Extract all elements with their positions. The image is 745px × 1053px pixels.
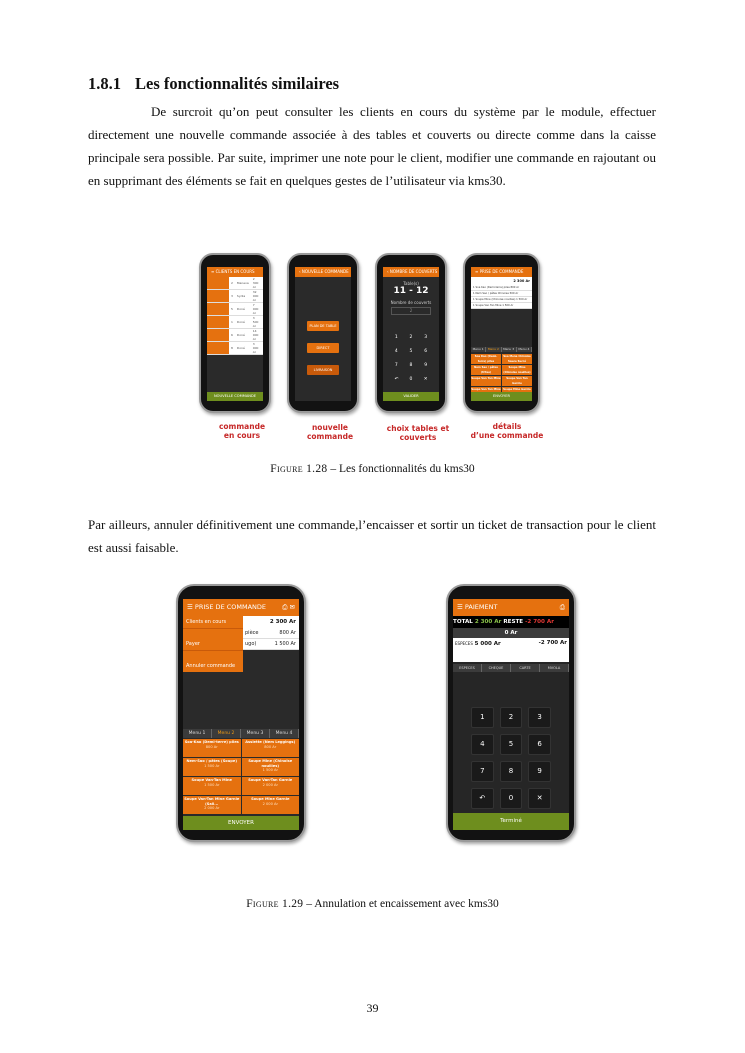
figure-label: Figure 1.28 — [270, 463, 328, 475]
table-cell: 14 000 Ar — [251, 329, 263, 342]
phone-prise-de-commande — [463, 253, 540, 413]
key-2[interactable]: 2 — [409, 335, 413, 340]
key-1[interactable]: 1 — [394, 335, 398, 340]
table-cell: Doné — [235, 342, 251, 355]
section-title: Les fonctionnalités similaires — [135, 74, 340, 93]
table-cell: 3 500 Ar — [251, 316, 263, 329]
menu-item[interactable] — [183, 739, 241, 757]
table-cell: 1 — [229, 316, 235, 329]
row-color — [207, 316, 229, 329]
done-button[interactable]: Terminé — [453, 813, 569, 830]
phone-nouvelle-commande — [287, 253, 359, 413]
key-7[interactable]: 7 — [471, 761, 494, 782]
caption-text: – Annulation et encaissement avec kms30 — [303, 898, 499, 910]
total-label: TOTAL — [453, 619, 473, 625]
tab-menu-3[interactable]: Menu 3 — [241, 729, 270, 738]
mode-cheque[interactable]: CHEQUE — [482, 664, 511, 672]
order-line[interactable]: 1 Nem Sao / pâtes Chinoise 500 Ar — [471, 291, 532, 297]
key-6[interactable]: 6 — [528, 734, 551, 755]
line-label: ugo) — [245, 641, 257, 647]
item-price: 1 500 Ar — [183, 783, 241, 788]
item-price: 800 Ar — [242, 745, 300, 750]
covers-label: Nombre de couverts — [390, 300, 432, 305]
item-price: 1 500 Ar — [242, 768, 300, 773]
line-price: 1 500 Ar — [274, 641, 296, 647]
menu-items — [183, 739, 299, 814]
table-cell: Maneva — [235, 277, 251, 290]
menu-item[interactable] — [183, 758, 241, 776]
menu-item[interactable] — [242, 796, 300, 814]
table-cell: 3 000 Ar — [251, 342, 263, 355]
item-price: 2 000 Ar — [183, 806, 241, 811]
key-5[interactable]: 5 — [500, 734, 523, 755]
tab-menu-2[interactable]: Menu 2 — [486, 347, 501, 352]
menu-spacer — [183, 651, 243, 660]
app-header: ☰ PRISE DE COMMANDE ⎙ ✉ — [183, 599, 299, 616]
item-name: Soupe Van-Tan Mine Garnie (Sali... — [184, 797, 240, 806]
especes-value: 5 000 Ar — [474, 641, 501, 647]
validate-button[interactable]: VALIDER — [383, 392, 439, 401]
header-title: PRISE DE COMMANDE — [194, 603, 267, 611]
header-title: PAIEMENT — [464, 603, 498, 611]
key-↶[interactable]: ↶ — [394, 377, 399, 382]
key-3[interactable]: 3 — [528, 707, 551, 728]
menu-item[interactable]: Soupe Van Tan Garnie — [502, 376, 532, 386]
item-name: Soupe Mine (Chinoise nouilles) — [242, 759, 300, 768]
menu-annuler-commande[interactable]: Annuler commande — [183, 660, 243, 672]
paragraph-1: De surcroit qu’on peut consulter les clients en cours du système par le module, effectuer directement une nouvelle commande associée à des tables et couverts ou directe comme dans la caisse principale sera possible. Par suite, imprimer une note pour le client, modifier une commande en rajoutant ou en supprimant des éléments se fait en quelques gestes de l’utilisateur via kms30. — [88, 104, 656, 188]
order-total: 2 300 Ar — [471, 277, 532, 285]
reste-value: -2 700 Ar — [525, 619, 554, 625]
phone-screen — [183, 599, 299, 830]
row-color — [207, 329, 229, 342]
blank-area — [453, 649, 569, 662]
send-button[interactable]: ENVOYER — [183, 816, 299, 830]
paragraph-2: Par ailleurs, annuler définitivement une commande,l’encaisser et sortir un ticket de transaction pour le client est aussi faisable. — [88, 517, 656, 555]
key-1[interactable]: 1 — [471, 707, 494, 728]
livraison-button[interactable]: LIVRAISON — [307, 365, 339, 375]
figure-1-28-caption — [0, 463, 745, 475]
entered-amount: 0 Ar — [453, 628, 569, 638]
phone-screen — [453, 599, 569, 830]
menu-item[interactable]: Soupe Van Tan Mine — [471, 376, 501, 386]
label-line: nouvelle — [311, 423, 349, 432]
key-4[interactable]: 4 — [471, 734, 494, 755]
tables-label: Table(s) — [403, 281, 419, 286]
menu-item[interactable] — [183, 796, 241, 814]
row-color — [207, 342, 229, 355]
menu-item[interactable] — [242, 739, 300, 757]
phone-annuler-commande — [176, 584, 306, 842]
key-↶[interactable]: ↶ — [471, 788, 494, 809]
especes-row — [453, 638, 569, 649]
menu-item[interactable]: Nem Sao / pâtes (frites) — [471, 365, 501, 375]
page-number: 39 — [366, 1001, 379, 1015]
table-row[interactable] — [207, 277, 263, 290]
label-line: détails — [492, 422, 522, 431]
header-title: NOUVELLE COMMANDE — [301, 269, 349, 274]
key-✕[interactable]: ✕ — [423, 377, 428, 382]
mode-especes[interactable]: ESPECES — [453, 664, 482, 672]
figure-1-29-caption — [0, 898, 745, 910]
row-color — [207, 303, 229, 316]
direct-button[interactable]: DIRECT — [307, 343, 339, 353]
item-price: 2 000 Ar — [242, 783, 300, 788]
table-row[interactable] — [207, 303, 263, 316]
menu-item[interactable]: Soupe Mine Garnie — [502, 387, 532, 397]
new-order-button[interactable]: NOUVELLE COMMANDE — [207, 392, 263, 401]
key-4[interactable]: 4 — [394, 349, 398, 354]
key-8[interactable]: 8 — [409, 363, 413, 368]
key-2[interactable]: 2 — [500, 707, 523, 728]
menu-item[interactable]: Soupe Mine (Chinoise nouilles) — [503, 366, 531, 374]
header-title: PRISE DE COMMANDE — [479, 269, 524, 274]
item-price: 2 000 Ar — [242, 802, 300, 807]
table-cell: 7 000 Ar — [251, 303, 263, 316]
phone-screen — [207, 267, 263, 401]
tab-menu-4[interactable]: Menu 4 — [270, 729, 299, 738]
label-commande-en-cours — [199, 422, 285, 440]
key-8[interactable]: 8 — [500, 761, 523, 782]
table-cell: 2 — [229, 277, 235, 290]
print-icon[interactable]: ⎙ — [559, 603, 565, 611]
key-5[interactable]: 5 — [409, 349, 413, 354]
item-name: Nem-Sao / pâtes (Soupe) — [183, 759, 241, 764]
app-header: ☰ PAIEMENT ⎙ — [453, 599, 569, 616]
table-cell: 8 — [229, 342, 235, 355]
header-title: NOMBRE DE COUVERTS — [389, 269, 438, 274]
table-cell: Doné — [235, 316, 251, 329]
table-row[interactable] — [207, 342, 263, 355]
table-row[interactable] — [207, 290, 263, 303]
menu-tabs — [471, 347, 532, 352]
table-cell: 32 000 Ar — [251, 290, 263, 303]
label-nouvelle-commande — [287, 423, 373, 441]
table-cell: 6 — [229, 329, 235, 342]
send-button[interactable]: ENVOYER — [471, 392, 532, 401]
caption-text: – Les fonctionnalités du kms30 — [327, 463, 475, 475]
tab-menu-2[interactable]: Menu 2 — [212, 729, 241, 738]
tab-menu-1[interactable]: Menu 1 — [471, 347, 486, 352]
item-name: Soa-Kao (Demi-terre) piles — [184, 740, 239, 744]
key-0[interactable]: 0 — [500, 788, 523, 809]
table-cell: Doné — [235, 303, 251, 316]
menu-item[interactable]: Soa Mena Chinoise Sauce Sucré — [503, 355, 531, 363]
key-✕[interactable]: ✕ — [528, 788, 551, 809]
label-line: commande — [218, 422, 266, 431]
keypad — [471, 707, 551, 809]
row-color — [207, 290, 229, 303]
order-total: 2 300 Ar — [183, 616, 299, 628]
row-color — [207, 277, 229, 290]
key-9[interactable]: 9 — [424, 363, 428, 368]
key-6[interactable]: 6 — [424, 349, 428, 354]
phone-clients-en-cours — [199, 253, 271, 413]
order-lines — [471, 285, 532, 309]
totals-row — [453, 616, 569, 628]
clients-table — [207, 277, 263, 355]
mode-carte[interactable]: CARTE — [511, 664, 540, 672]
plan-de-table-button[interactable]: PLAN DE TABLE — [307, 321, 339, 331]
tab-menu-3[interactable]: Menu 3 — [502, 347, 517, 352]
item-price: 1 500 Ar — [183, 764, 241, 769]
order-line[interactable]: 1 Soa Kao (Demi-terre) piles 800 Ar — [471, 285, 532, 291]
line-price: 800 Ar — [279, 630, 296, 636]
menu-item[interactable]: Soa Kao (Demi-terre) piles — [471, 354, 501, 364]
figure-label: Figure 1.29 — [246, 898, 304, 910]
table-cell: 2 300 Ar — [251, 277, 263, 290]
phone-paiement — [446, 584, 576, 842]
menu-item[interactable] — [242, 777, 300, 795]
phone-screen — [295, 267, 351, 401]
print-icon[interactable]: ⎙ ✉ — [282, 603, 295, 611]
menu-clients-en-cours[interactable]: Clients en cours — [183, 616, 243, 629]
order-line[interactable]: 1 Soupe Van Tan Mine 1 500 Ar — [471, 303, 532, 309]
label-line: en cours — [223, 431, 261, 440]
app-header: ≡ CLIENTS EN COURS — [207, 267, 263, 277]
tab-menu-1[interactable]: Menu 1 — [183, 729, 212, 738]
label-line: commande — [306, 432, 354, 441]
menu-payer[interactable]: Payer — [183, 638, 243, 651]
item-name: Soupe Van-Tan Garnie — [242, 778, 300, 783]
app-header: ≡ PRISE DE COMMANDE — [471, 267, 532, 277]
keypad — [389, 335, 433, 382]
menu-item[interactable]: Soupe Van Tan Mine — [471, 387, 501, 397]
tables-value: 11 - 12 — [393, 286, 429, 296]
item-name: Assiette (Nem Leggings) — [242, 740, 300, 745]
section-number: 1.8.1 — [88, 74, 121, 93]
phone-screen — [471, 267, 532, 401]
table-cell: Sydia — [235, 290, 251, 303]
payment-modes — [453, 664, 569, 672]
label-line: couverts — [399, 433, 437, 442]
item-price: 800 Ar — [183, 745, 241, 750]
menu-items — [471, 354, 532, 397]
table-row[interactable] — [207, 316, 263, 329]
tab-menu-4[interactable]: Menu 4 — [517, 347, 532, 352]
mode-mvola[interactable]: MVOLA — [540, 664, 569, 672]
menu-item[interactable] — [183, 777, 241, 795]
app-header: ‹ NOMBRE DE COUVERTS — [383, 267, 439, 277]
label-line: d’une commande — [470, 431, 544, 440]
especes-diff: -2 700 Ar — [538, 640, 567, 646]
order-line[interactable]: 1 Soupe Mine (Chinoise nouilles) 1 500 Ar — [471, 297, 532, 303]
label-choix-tables — [370, 424, 466, 442]
key-3[interactable]: 3 — [424, 335, 428, 340]
menu-item[interactable] — [242, 758, 300, 776]
key-0[interactable]: 0 — [409, 377, 413, 382]
menu-tabs — [183, 729, 299, 738]
key-9[interactable]: 9 — [528, 761, 551, 782]
figure-1-28 — [190, 248, 560, 448]
label-details-commande — [462, 422, 552, 440]
covers-input[interactable]: 2 — [391, 307, 431, 315]
phone-screen — [383, 267, 439, 401]
phone-nombre-couverts — [375, 253, 447, 413]
table-cell: 5 — [229, 303, 235, 316]
section-heading — [88, 74, 339, 94]
total-value: 2 300 Ar — [474, 619, 502, 625]
table-cell: Doné — [235, 329, 251, 342]
key-7[interactable]: 7 — [394, 363, 398, 368]
item-name: Soupe Mine Garnie — [242, 797, 300, 802]
item-name: Soupe Van-Tan Mine — [183, 778, 241, 783]
app-header: ‹ NOUVELLE COMMANDE — [295, 267, 351, 277]
reste-label: RESTE — [503, 619, 524, 625]
line-label: pièce — [245, 630, 259, 636]
especes-label: ESPECES — [455, 641, 473, 646]
table-cell: 3 — [229, 290, 235, 303]
menu-spacer — [183, 629, 243, 638]
header-title: CLIENTS EN COURS — [215, 269, 255, 274]
label-line: choix tables et — [386, 424, 450, 433]
table-row[interactable] — [207, 329, 263, 342]
